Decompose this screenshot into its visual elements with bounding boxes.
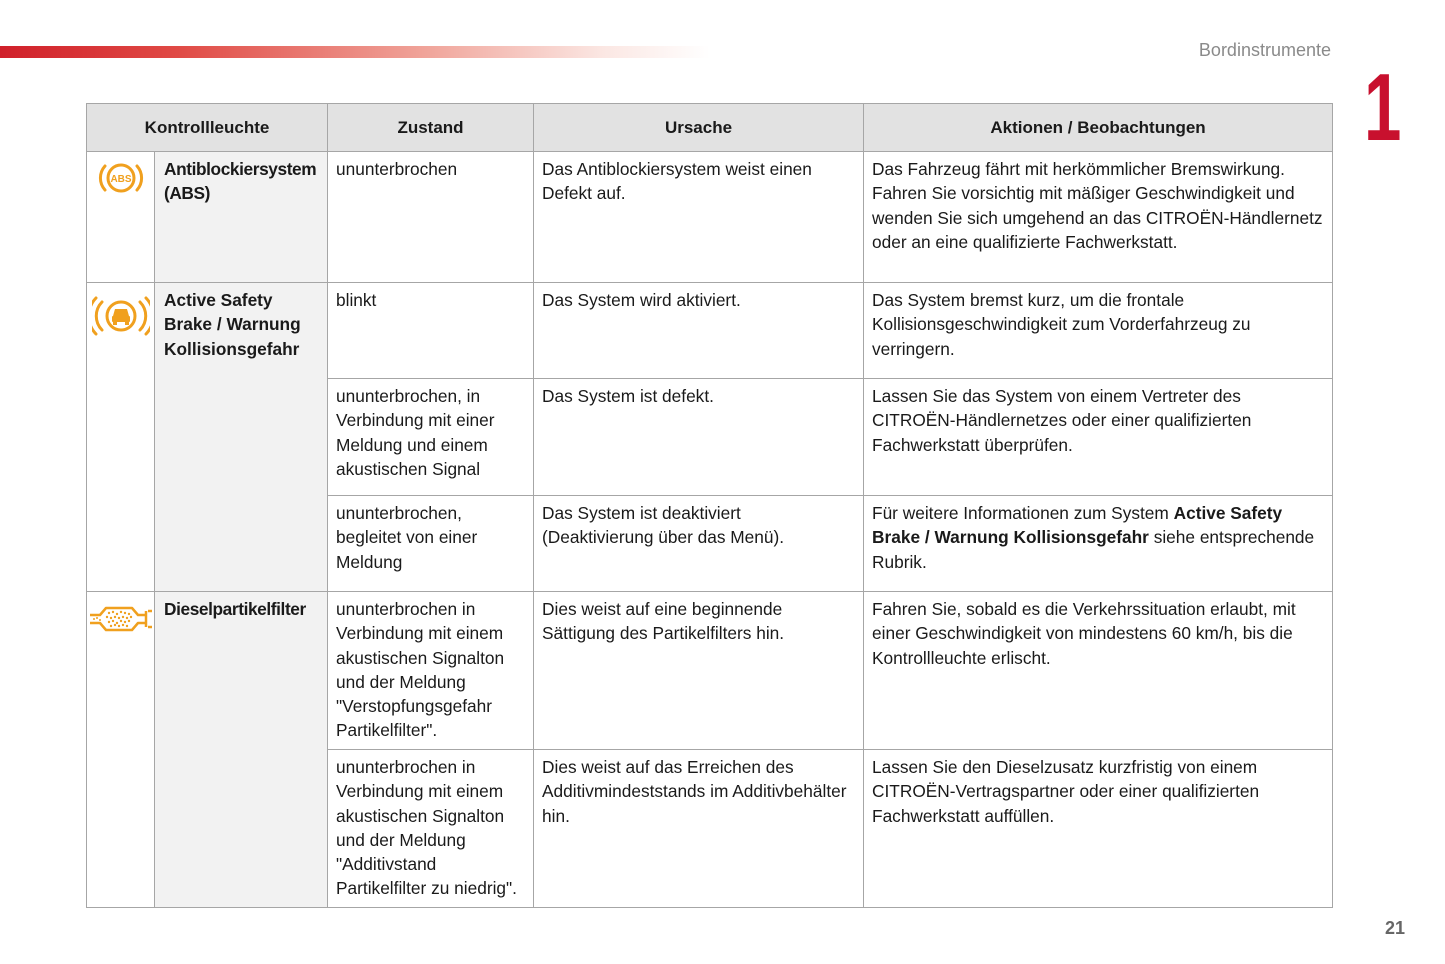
column-header-state: Zustand (328, 104, 534, 152)
icon-cell (87, 152, 155, 283)
svg-text:ABS: ABS (109, 174, 132, 185)
section-title: Bordinstrumente (1198, 40, 1331, 60)
action-text: Lassen Sie das System von einem Vertreter des CITROËN-Händlernetzes oder einer qualifizierten Fachwerkstatt überprüfen. (872, 386, 1252, 455)
column-header-action: Aktionen / Beobachtungen (864, 104, 1333, 152)
column-header-cause: Ursache (534, 104, 864, 152)
header-color-bar (0, 46, 710, 58)
icon-cell (87, 592, 155, 908)
cause-text: Das System ist deaktiviert (Deaktivierung über das Menü). (542, 503, 785, 548)
action-text: Lassen Sie den Dieselzusatz kurzfristig von einem CITROËN-Vertragspartner oder einer qualifizierten Fachwerkstatt auffüllen. (872, 757, 1260, 826)
warning-lights-table (86, 103, 1333, 908)
table-row (87, 283, 1333, 379)
column-header-warning-light: Kontrollleuchte (87, 104, 328, 152)
state-text: blinkt (336, 290, 377, 310)
icon-cell (87, 283, 155, 592)
abs-warning-icon (96, 158, 146, 198)
table-row (87, 152, 1333, 283)
state-text: ununterbrochen, begleitet von einer Meldung (336, 503, 478, 572)
warning-light-name-cell (155, 283, 328, 592)
cause-text: Dies weist auf das Erreichen des Additivmindeststands im Additivbehälter hin. (542, 757, 847, 826)
warning-light-name: Active Safety Brake / Warnung Kollisionsgefahr (164, 290, 301, 359)
warning-light-name: Antiblockiersystem (ABS) (164, 159, 317, 204)
action-text: Das Fahrzeug fährt mit herkömmlicher Bremswirkung. Fahren Sie vorsichtig mit mäßiger Geschwindigkeit und wenden Sie sich umgehend an das CITROËN-Händlernetz oder an eine qualifizierte Fachwerkstatt. (872, 159, 1323, 252)
state-text: ununterbrochen, in Verbindung mit einer Meldung und einem akustischen Signal (336, 386, 495, 479)
action-text: Fahren Sie, sobald es die Verkehrssituation erlaubt, mit einer Geschwindigkeit von mindestens 60 km/h, bis die Kontrollleuchte erlischt. (872, 599, 1296, 668)
diesel-particle-filter-icon (88, 602, 154, 636)
cause-text: Dies weist auf eine beginnende Sättigung des Partikelfilters hin. (542, 599, 785, 644)
action-text (864, 496, 1332, 580)
action-text-prefix: Für weitere Informationen zum System (872, 503, 1169, 523)
state-text: ununterbrochen (336, 159, 458, 179)
state-text: ununterbrochen in Verbindung mit einem akustischen Signalton und der Meldung "Additivstand Partikelfilter zu niedrig". (336, 757, 517, 899)
collision-warning-icon (92, 293, 150, 339)
cause-text: Das System ist defekt. (542, 386, 714, 406)
warning-light-name: Dieselpartikelfilter (164, 599, 306, 619)
page-number: 21 (1384, 918, 1405, 938)
table-header-row (87, 104, 1333, 152)
cause-text: Das Antiblockiersystem weist einen Defekt auf. (542, 159, 812, 204)
table-row (87, 592, 1333, 750)
action-text: Das System bremst kurz, um die frontale Kollisionsgeschwindigkeit zum Vorderfahrzeug zu verringern. (872, 290, 1251, 359)
action-text-bold: Active Safety Brake / Warnung Kollisionsgefahr (872, 503, 1283, 548)
cause-text: Das System wird aktiviert. (542, 290, 741, 310)
state-text: ununterbrochen in Verbindung mit einem akustischen Signalton und der Meldung "Verstopfungsgefahr Partikelfilter". (336, 599, 505, 741)
warning-light-name-cell (155, 152, 328, 283)
chapter-number: 1 (1363, 54, 1401, 161)
warning-light-name-cell (155, 592, 328, 908)
action-text-suffix: siehe entsprechende Rubrik. (872, 527, 1315, 572)
